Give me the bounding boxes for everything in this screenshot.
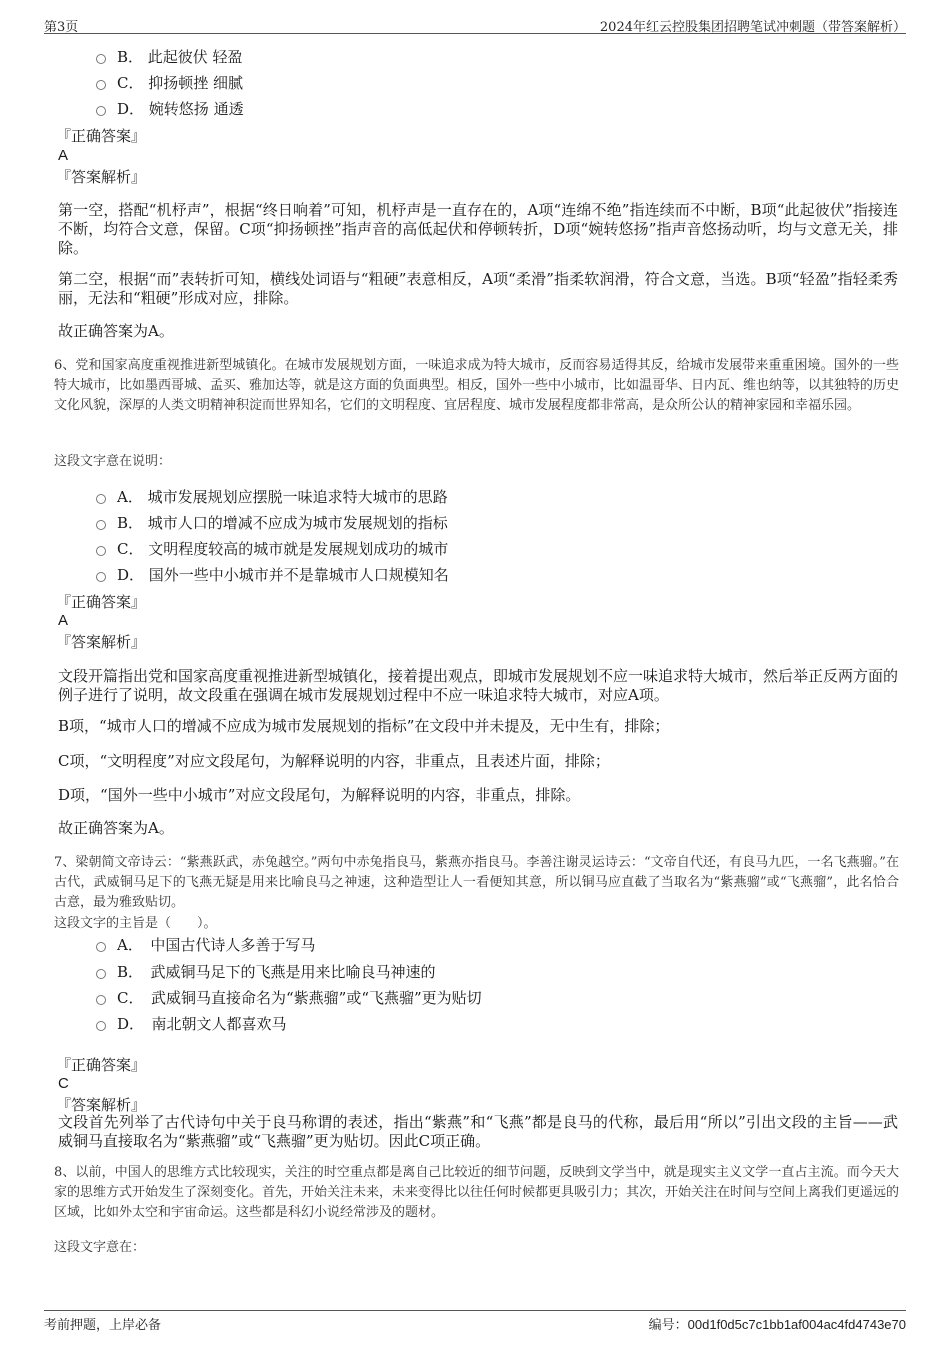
q8-prompt: 这段文字意在： [54,1240,146,1255]
q6-stem: 6、党和国家高度重视推进新型城镇化。在城市发展规划方面，一味追求成为特大城市，反而容易适得其反，给城市发展带来重重困境。国外的一些特大城市，比如墨西哥城、孟买、雅加达等，就是这方面的负面典型。相反，国外一些中小城市，比如温哥华、日内瓦、维也纳等，以其独特的历史文化风貌，深厚的人类文明精神积淀而世界知名，它们的文明程度、宜居程度、城市发展程度都非常高，是众所公认的精神家园和幸福乐园。 [54,358,900,413]
page-number: 第3页 [44,20,79,35]
header-divider [44,33,906,34]
q7-option-b[interactable]: B． 武威铜马足下的飞燕是用来比喻良马神速的 [96,962,436,982]
radio-icon[interactable] [96,995,106,1005]
radio-icon[interactable] [96,80,106,90]
footer-slogan: 考前押题，上岸必备 [44,1318,162,1333]
q5-analysis-p3: 故正确答案为A。 [58,322,174,340]
radio-icon[interactable] [96,520,106,530]
q7-prompt: 这段文字的主旨是（ ）。 [54,916,217,931]
radio-icon[interactable] [96,54,106,64]
q6-analysis-p1: 文段开篇指出党和国家高度重视推进新型城镇化，接着提出观点，即城市发展规划不应一味追求特大城市，然后举正反两方面的例子进行了说明，故文段重在强调在城市发展规划过程中不应一味追求特大城市，对应A项。 [58,667,899,704]
q6-analysis-label: 『答案解析』 [56,633,147,651]
q7-option-d[interactable]: D． 南北朝文人都喜欢马 [96,1014,287,1034]
radio-icon[interactable] [96,942,106,952]
q5-option-b[interactable]: B． 此起彼伏 轻盈 [96,47,243,67]
q5-analysis-p1: 第一空，搭配“机杼声”，根据“终日响着”可知，机杼声是一直存在的，A项“连绵不绝”指连续而不中断，B项“此起彼伏”指接连不断，均符合文意，保留。C项“抑扬顿挫”指声音的高低起伏和停顿转折，D项“婉转悠扬”指声音悠扬动听，均与文意无关，排除。 [58,201,898,257]
q8-stem: 8、以前，中国人的思维方式比较现实，关注的时空重点都是离自己比较近的细节问题，反映到文学当中，就是现实主义文学一直占主流。而今天大家的思维方式开始发生了深刻变化。首先，开始关注未来，未来变得比以往任何时候都更具吸引力；其次，开始关注在时间与空间上离我们更遥远的区域，比如外太空和宇宙命运。这些都是科幻小说经常涉及的题材。 [54,1165,900,1220]
radio-icon[interactable] [96,494,106,504]
q6-option-b[interactable]: B． 城市人口的增减不应成为城市发展规划的指标 [96,513,448,533]
q6-analysis-p2: B项，“城市人口的增减不应成为城市发展规划的指标”在文段中并未提及，无中生有，排除； [58,717,670,735]
q7-analysis: 文段首先列举了古代诗句中关于良马称谓的表述，指出“紫燕”和“飞燕”都是良马的代称，最后用“所以”引出文段的主旨——武威铜马直接取名为“紫燕骝”或“飞燕骝”更为贴切。因此C项正确。 [58,1113,898,1150]
radio-icon[interactable] [96,106,106,116]
footer-code: 编号：00d1f0d5c7c1bb1af004ac4fd4743e70 [648,1317,906,1333]
radio-icon[interactable] [96,572,106,582]
q5-answer: A [58,147,69,164]
q7-option-c[interactable]: C． 武威铜马直接命名为“紫燕骝”或“飞燕骝”更为贴切 [96,988,482,1008]
q5-option-d[interactable]: D． 婉转悠扬 通透 [96,99,244,119]
q6-analysis-p4: D项，“国外一些中小城市”对应文段尾句，为解释说明的内容，非重点，排除。 [58,786,581,804]
q5-analysis-label: 『答案解析』 [56,168,147,186]
footer-divider [44,1310,906,1311]
q6-option-a[interactable]: A． 城市发展规划应摆脱一味追求特大城市的思路 [96,487,448,507]
document-title: 2024年红云控股集团招聘笔试冲刺题（带答案解析） [599,20,906,35]
q5-analysis-p2: 第二空，根据“而”表转折可知，横线处词语与“粗硬”表意相反，A项“柔滑”指柔软润滑，符合文意，当选。B项“轻盈”指轻柔秀丽，无法和“粗硬”形成对应，排除。 [58,270,898,307]
q5-correct-label: 『正确答案』 [56,127,147,145]
q7-correct-label: 『正确答案』 [56,1056,147,1074]
q6-option-d[interactable]: D． 国外一些中小城市并不是靠城市人口规模知名 [96,565,449,585]
q7-analysis-label: 『答案解析』 [56,1096,147,1114]
q6-option-c[interactable]: C． 文明程度较高的城市就是发展规划成功的城市 [96,539,448,559]
radio-icon[interactable] [96,969,106,979]
radio-icon[interactable] [96,546,106,556]
q6-answer: A [58,612,69,629]
q7-stem: 7、梁朝简文帝诗云：“紫燕跃武，赤兔越空。”两句中赤兔指良马，紫燕亦指良马。李善注谢灵运诗云：“文帝自代还，有良马九匹，一名飞燕骝。”在古代，武威铜马足下的飞燕无疑是用来比喻良马之神速，这种造型让人一看便知其意，所以铜马应直截了当取名为“紫燕骝”或“飞燕骝”，此名恰合古意，最为雅致贴切。 [54,855,899,910]
q6-analysis-p3: C项，“文明程度”对应文段尾句，为解释说明的内容，非重点，且表述片面，排除； [58,752,610,770]
q6-analysis-p5: 故正确答案为A。 [58,819,174,837]
q7-option-a[interactable]: A． 中国古代诗人多善于写马 [96,935,315,955]
radio-icon[interactable] [96,1021,106,1031]
q5-option-c[interactable]: C． 抑扬顿挫 细腻 [96,73,243,93]
q6-correct-label: 『正确答案』 [56,593,147,611]
q6-prompt: 这段文字意在说明： [54,454,172,469]
q7-answer: C [58,1075,69,1092]
